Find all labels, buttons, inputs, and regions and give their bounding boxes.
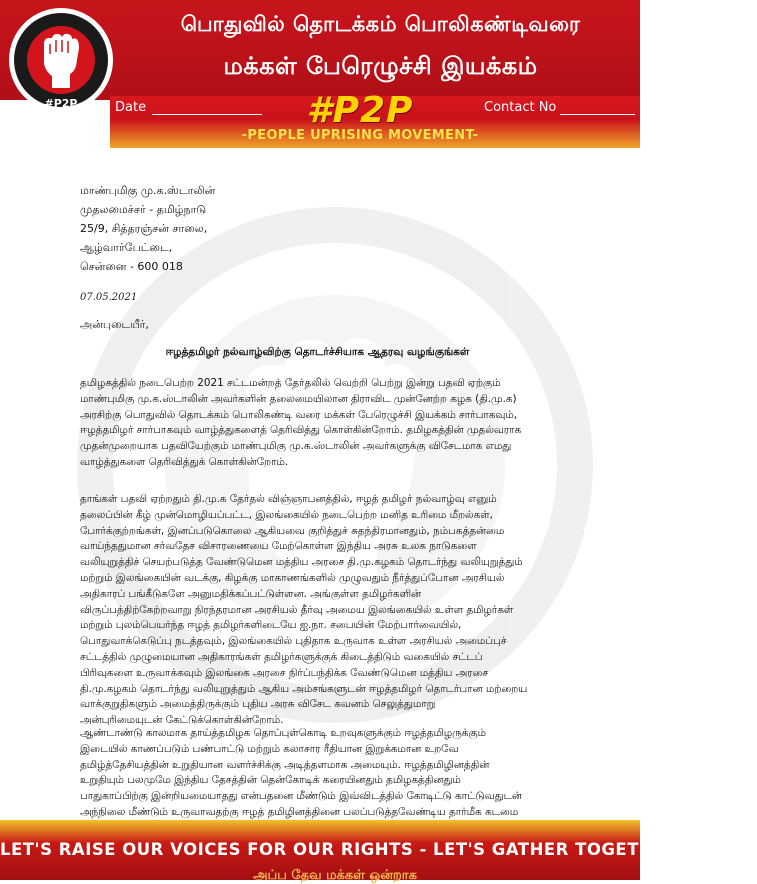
address-line-4: ஆழ்வார்பேட்டை, (80, 241, 173, 254)
brand-hashtag: #P2P (306, 90, 414, 131)
contact-label: Contact No (484, 100, 557, 115)
letterhead-footer (0, 820, 757, 883)
address-line-5: சென்னை - 600 018 (80, 260, 183, 273)
paragraph-3 (80, 726, 560, 821)
paragraph-line: அரசிற்கு பொதுவில் தொடக்கம் பொலிகண்டி வரை மக்கள் பேரெழுச்சி இயக்கம் சார்பாகவும், (80, 408, 518, 421)
salutation: அன்புடையீர், (80, 318, 149, 331)
header-tagline: -PEOPLE UPRISING MOVEMENT- (241, 128, 479, 143)
paragraph-line: ஆண்டாண்டு காலமாக தாய்த்தமிழக தொப்புள்கொடி உறவுகளுக்கும் ஈழத்தமிழருக்கும் (80, 727, 486, 739)
address-line-3: 25/9, சித்தரஞ்சன் சாலை, (80, 222, 208, 235)
paragraph-line: இடையில் காணப்படும் பண்பாட்டு மற்றும் கலாசார ரீதியான இறுக்கமான உறவே (80, 742, 459, 755)
fist-logo-icon (6, 4, 116, 122)
letter-date: 07.05.2021 (80, 292, 138, 303)
footer-bottom-strip: அப்ப தேவ மக்கள் ஒன்றாக (253, 868, 417, 883)
paragraph-line: அதிகாரப் பங்கீடுகளே அனுமதிக்கப்பட்டுள்ளன. அங்குள்ள தமிழர்களின் (80, 587, 422, 600)
letter-subject: ஈழத்தமிழர் நல்வாழ்விற்கு தொடர்ச்சியாக ஆதரவு வழங்குங்கள் (165, 346, 470, 358)
paragraph-line: வாய்ந்ததுமான சர்வதேச விசாரணையை மேற்கொள்ள இந்திய அரசு உலக நாடுகளை (80, 540, 477, 553)
paragraph-line: உறுதியும் பலமுமே இந்திய தேசத்தின் தென்கோடிக் கரையினதும் தமிழகத்தினதும் (80, 774, 461, 787)
paragraph-line: தி.மு.கழகம் தொடர்ந்து வலியுறுத்தும் ஆகிய அம்சங்களுடன் ஈழத்தமிழர் தொடர்பான மற்றைய (80, 682, 528, 695)
paragraph-line: மாண்புமிகு மு.க.ஸ்டாலின் அவர்களின் தலைமையிலான திராவிட முன்னேற்ற கழக (தி.மு.க) (80, 392, 517, 405)
paragraph-line: வாக்குறுதிகளும் அமைத்திருக்கும் புதிய அரசு விசேட கவனம் செலுத்துமாறு (80, 698, 436, 711)
paragraph-line: வலியுறுத்திச் செயற்படுத்த வேண்டுமென மத்திய அரசை தி.மு.கழகம் தொடர்ந்து வலியுறுத்தும் (80, 556, 523, 569)
paragraph-1 (80, 376, 560, 471)
paragraph-line: முதன்முறையாக பதவியேற்கும் மாண்புமிகு மு.க.ஸ்டாலின் அவர்களுக்கு விசேடமாக எமது (80, 440, 512, 453)
contact-fill-line (560, 114, 635, 115)
address-line-1: மாண்புமிகு மு.க.ஸ்டாலின் (80, 184, 216, 197)
logo-hashtag: #P2P (44, 97, 78, 110)
date-label: Date (115, 100, 147, 115)
date-fill-line (152, 114, 262, 115)
paragraph-line: தலைப்பின் கீழ் முன்மொழியப்பட்ட, இலங்கையில் நடைபெற்ற மனித உரிமை மீறல்கள், (80, 508, 493, 521)
header-title-line1: பொதுவில் தொடக்கம் பொலிகண்டிவரை (180, 12, 581, 36)
paragraph-line: அன்புரிமையுடன் கேட்டுக்கொள்கின்றோம். (80, 714, 284, 727)
paragraph-line: தாங்கள் பதவி ஏற்றதும் தி.மு.க தேர்தல் விஞ்ஞாபனத்தில், ஈழத் தமிழர் நல்வாழ்வு எனும் (80, 493, 497, 505)
paragraph-line: தமிழ்த்தேசியத்தின் உறுதியான வளர்ச்சிக்கு அடித்தளமாக அமையும். ஈழத்தமிழினத்தின் (80, 758, 490, 771)
paragraph-2 (80, 492, 560, 729)
paragraph-line: சட்டத்தில் முழுமையான அதிகாரங்கள் தமிழர்களுக்குக் கிடைத்திடும் வகையில் சட்டப் (80, 650, 483, 663)
paragraph-line: வாழ்த்துகளை தெரிவித்துக் கொள்கின்றோம். (80, 455, 289, 468)
header-title-line2: மக்கள் பேரெழுச்சி இயக்கம் (223, 52, 538, 80)
paragraph-line: மற்றும் புலம்பெயர்ந்த ஈழத் தமிழர்களிடையே ஐ.நா. சபையின் மேற்பார்வையில், (80, 619, 462, 632)
paragraph-line: மற்றும் இலங்கையின் வடக்கு, கிழக்கு மாகாணங்களில் முழுவதும் நீர்த்துப்போன அரசியல் (80, 571, 505, 584)
address-line-2: முதலமைச்சர் - தமிழ்நாடு (80, 203, 207, 216)
paragraph-line: விருப்பத்திற்கேற்றவாறு நிரந்தரமான அரசியல் தீர்வு அமைய இலங்கையில் உள்ள தமிழர்கள் (80, 603, 514, 616)
paragraph-line: அந்நிலை மீண்டும் உருவாவதற்கு ஈழத் தமிழினத்தினை பலப்படுத்தவேண்டிய தார்மீக கடமை (80, 805, 519, 818)
paragraph-line: பொதுவாக்கெடுப்பு நடத்தவும், இலங்கையில் புதிதாக உருவாக உள்ள அரசியல் அமைப்புச் (80, 635, 507, 648)
paragraph-line: போர்க்குற்றங்கள், இனப்படுகொலை ஆகியவை குறித்துச் சுதந்திரமானதும், நம்பகத்தன்மை (80, 524, 505, 537)
paragraph-line: பாதுகாப்பிற்கு இன்றியமையாதது என்பதனை மீண்டும் இவ்விடத்தில் கோடிட்டு காட்டுவதுடன் (80, 790, 522, 803)
paragraph-line: ஈழத்தமிழர் சார்பாகவும் வாழ்த்துகளைத் தெரிவித்து கொள்கின்றோம். தமிழகத்தின் முதல்வராக (80, 424, 522, 437)
paragraph-line: பிரிவுகளை உருவாக்கவும் இலங்கை அரசை நிர்ப்பந்திக்க வேண்டுமென மத்திய அரசை (80, 666, 489, 679)
footer-slogan: LET'S RAISE OUR VOICES FOR OUR RIGHTS - LET'S GATHER TOGETHER AS ONE (0, 840, 757, 859)
paragraph-line: தமிழகத்தில் நடைபெற்ற 2021 சட்டமன்றத் தேர்தலில் வெற்றி பெற்று இன்று பதவி ஏற்கும் (80, 377, 501, 389)
